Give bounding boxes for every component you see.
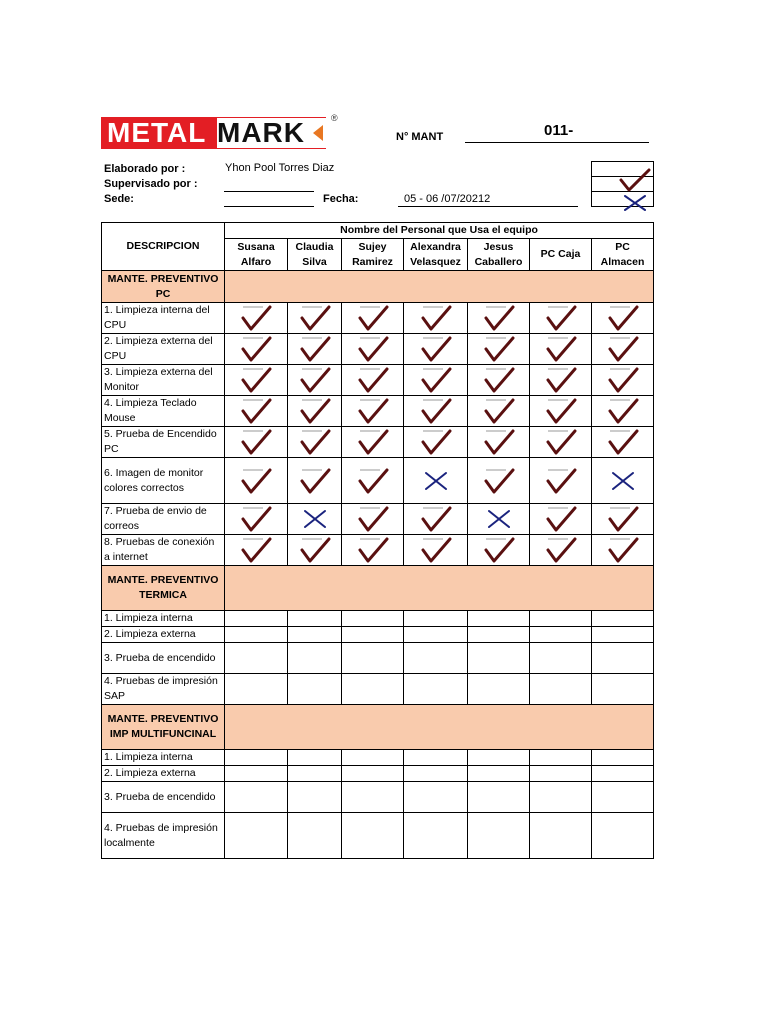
- check-icon: [404, 535, 468, 566]
- check-icon: [225, 396, 288, 427]
- empty-cell: [468, 627, 530, 643]
- check-icon: [225, 427, 288, 458]
- table-row: [102, 535, 654, 566]
- check-icon: [468, 458, 530, 504]
- empty-cell: [342, 627, 404, 643]
- mant-value: 011-: [544, 122, 574, 139]
- column-header: Susana Alfaro: [225, 239, 288, 271]
- task-label: 4. Pruebas de impresión localmente: [102, 813, 225, 859]
- empty-cell: [288, 766, 342, 782]
- elaborado-value: Yhon Pool Torres Diaz: [225, 162, 335, 174]
- check-icon: [288, 458, 342, 504]
- column-header: Alexandra Velasquez: [404, 239, 468, 271]
- task-label: 4. Limpieza Teclado Mouse: [102, 396, 225, 427]
- mant-label: N° MANT: [396, 131, 444, 143]
- fecha-value: 05 - 06 /07/20212: [404, 193, 491, 205]
- empty-cell: [342, 782, 404, 813]
- empty-cell: [592, 611, 654, 627]
- fecha-underline: [398, 206, 578, 207]
- empty-cell: [592, 766, 654, 782]
- task-label: 2. Limpieza externa: [102, 627, 225, 643]
- empty-cell: [530, 782, 592, 813]
- check-icon: [592, 535, 654, 566]
- check-icon: [530, 535, 592, 566]
- section-fill: [225, 566, 654, 611]
- check-icon: [404, 334, 468, 365]
- check-icon: [592, 427, 654, 458]
- empty-cell: [404, 813, 468, 859]
- empty-cell: [404, 766, 468, 782]
- check-icon: [592, 334, 654, 365]
- empty-cell: [288, 643, 342, 674]
- section-title: MANTE. PREVENTIVO PC: [102, 271, 225, 303]
- check-icon: [342, 334, 404, 365]
- empty-cell: [404, 782, 468, 813]
- check-icon: [468, 303, 530, 334]
- logo-word-metal: METAL: [107, 117, 207, 148]
- section-row: [102, 566, 654, 611]
- empty-cell: [225, 627, 288, 643]
- descripcion-header: DESCRIPCION: [102, 223, 225, 271]
- check-icon: [404, 303, 468, 334]
- empty-cell: [404, 674, 468, 705]
- empty-cell: [288, 627, 342, 643]
- check-icon: [342, 427, 404, 458]
- empty-cell: [592, 782, 654, 813]
- column-header: Sujey Ramirez: [342, 239, 404, 271]
- empty-cell: [288, 750, 342, 766]
- check-icon: [288, 535, 342, 566]
- check-icon: [288, 396, 342, 427]
- check-icon: [225, 365, 288, 396]
- task-label: 4. Pruebas de impresión SAP: [102, 674, 225, 705]
- table-row: [102, 365, 654, 396]
- task-label: 2. Limpieza externa: [102, 766, 225, 782]
- check-icon: [530, 458, 592, 504]
- task-label: 1. Limpieza interna del CPU: [102, 303, 225, 334]
- empty-cell: [342, 813, 404, 859]
- empty-cell: [592, 813, 654, 859]
- table-row: [102, 813, 654, 859]
- check-icon: [592, 504, 654, 535]
- empty-cell: [468, 782, 530, 813]
- empty-cell: [342, 766, 404, 782]
- check-icon: [404, 504, 468, 535]
- table-row: [102, 611, 654, 627]
- check-icon: [468, 396, 530, 427]
- cross-icon: [404, 458, 468, 504]
- check-icon: [530, 334, 592, 365]
- task-label: 1. Limpieza interna: [102, 611, 225, 627]
- empty-cell: [288, 813, 342, 859]
- check-icon: [404, 427, 468, 458]
- check-icon: [225, 303, 288, 334]
- logo-registered-mark: ®: [331, 113, 338, 123]
- cross-icon: [288, 504, 342, 535]
- empty-cell: [225, 782, 288, 813]
- empty-cell: [342, 750, 404, 766]
- section-title: MANTE. PREVENTIVO IMP MULTIFUNCINAL: [102, 705, 225, 750]
- check-icon: [225, 504, 288, 535]
- empty-cell: [225, 643, 288, 674]
- empty-cell: [530, 627, 592, 643]
- check-icon: [530, 365, 592, 396]
- task-label: 3. Limpieza externa del Monitor: [102, 365, 225, 396]
- empty-cell: [592, 750, 654, 766]
- check-icon: [404, 365, 468, 396]
- task-label: 6. Imagen de monitor colores correctos: [102, 458, 225, 504]
- section-row: [102, 705, 654, 750]
- empty-cell: [225, 750, 288, 766]
- fecha-label: Fecha:: [323, 193, 359, 205]
- check-icon: [288, 303, 342, 334]
- check-icon: [468, 334, 530, 365]
- empty-cell: [404, 750, 468, 766]
- empty-cell: [468, 643, 530, 674]
- check-icon: [342, 504, 404, 535]
- empty-cell: [404, 611, 468, 627]
- section-title: MANTE. PREVENTIVO TERMICA: [102, 566, 225, 611]
- empty-cell: [468, 611, 530, 627]
- section-fill: [225, 271, 654, 303]
- empty-cell: [592, 674, 654, 705]
- empty-cell: [592, 627, 654, 643]
- cross-icon: [468, 504, 530, 535]
- check-icon: [288, 427, 342, 458]
- check-icon: [404, 396, 468, 427]
- elaborado-label: Elaborado por :: [104, 163, 186, 175]
- check-icon: [225, 535, 288, 566]
- check-icon: [342, 458, 404, 504]
- empty-cell: [288, 611, 342, 627]
- check-icon: [342, 535, 404, 566]
- metal-mark-logo: [101, 113, 341, 149]
- check-icon: [468, 535, 530, 566]
- check-icon: [468, 427, 530, 458]
- empty-cell: [530, 611, 592, 627]
- check-icon: [288, 334, 342, 365]
- section-fill: [225, 705, 654, 750]
- check-icon: [288, 365, 342, 396]
- sede-label: Sede:: [104, 193, 134, 205]
- task-label: 3. Prueba de encendido: [102, 643, 225, 674]
- table-row: [102, 303, 654, 334]
- check-icon: [530, 303, 592, 334]
- empty-cell: [225, 766, 288, 782]
- table-row: [102, 427, 654, 458]
- empty-cell: [592, 643, 654, 674]
- check-icon: [592, 396, 654, 427]
- logo-word-mark: MARK: [217, 117, 305, 148]
- empty-cell: [404, 643, 468, 674]
- check-icon: [530, 396, 592, 427]
- supervisado-label: Supervisado por :: [104, 178, 198, 190]
- empty-cell: [342, 643, 404, 674]
- empty-cell: [225, 611, 288, 627]
- check-icon: [225, 334, 288, 365]
- table-row: [102, 782, 654, 813]
- check-icon: [225, 458, 288, 504]
- empty-cell: [468, 750, 530, 766]
- table-row: [102, 643, 654, 674]
- empty-cell: [288, 674, 342, 705]
- empty-cell: [530, 766, 592, 782]
- check-icon: [592, 303, 654, 334]
- logo-chevron-icon: [313, 125, 323, 141]
- column-header: Claudia Silva: [288, 239, 342, 271]
- empty-cell: [468, 766, 530, 782]
- empty-cell: [468, 674, 530, 705]
- task-label: 3. Prueba de encendido: [102, 782, 225, 813]
- empty-cell: [530, 750, 592, 766]
- table-row: [102, 627, 654, 643]
- mant-underline: [465, 142, 649, 143]
- sede-underline: [224, 206, 314, 207]
- column-header: PC Caja: [530, 239, 592, 271]
- check-icon: [342, 365, 404, 396]
- check-icon: [342, 303, 404, 334]
- personnel-group-header: Nombre del Personal que Usa el equipo: [225, 223, 654, 239]
- empty-cell: [530, 813, 592, 859]
- column-header: Jesus Caballero: [468, 239, 530, 271]
- check-icon: [530, 504, 592, 535]
- empty-cell: [225, 674, 288, 705]
- table-row: [102, 458, 654, 504]
- table-row: [102, 674, 654, 705]
- table-row: [102, 750, 654, 766]
- section-row: [102, 271, 654, 303]
- table-row: [102, 766, 654, 782]
- empty-cell: [342, 611, 404, 627]
- empty-cell: [530, 643, 592, 674]
- table-row: [102, 396, 654, 427]
- cross-icon: [592, 458, 654, 504]
- check-icon: [530, 427, 592, 458]
- task-label: 2. Limpieza externa del CPU: [102, 334, 225, 365]
- task-label: 1. Limpieza interna: [102, 750, 225, 766]
- task-label: 5. Prueba de Encendido PC: [102, 427, 225, 458]
- empty-cell: [468, 813, 530, 859]
- task-label: 7. Prueba de envio de correos: [102, 504, 225, 535]
- legend-cross-icon: [622, 194, 648, 217]
- column-header: PC Almacen: [592, 239, 654, 271]
- empty-cell: [404, 627, 468, 643]
- table-row: [102, 504, 654, 535]
- empty-cell: [342, 674, 404, 705]
- table-row: [102, 334, 654, 365]
- check-icon: [468, 365, 530, 396]
- empty-cell: [225, 813, 288, 859]
- empty-cell: [530, 674, 592, 705]
- supervisado-underline: [224, 191, 314, 192]
- task-label: 8. Pruebas de conexión a internet: [102, 535, 225, 566]
- empty-cell: [288, 782, 342, 813]
- maintenance-table: [101, 222, 654, 859]
- check-icon: [342, 396, 404, 427]
- check-icon: [592, 365, 654, 396]
